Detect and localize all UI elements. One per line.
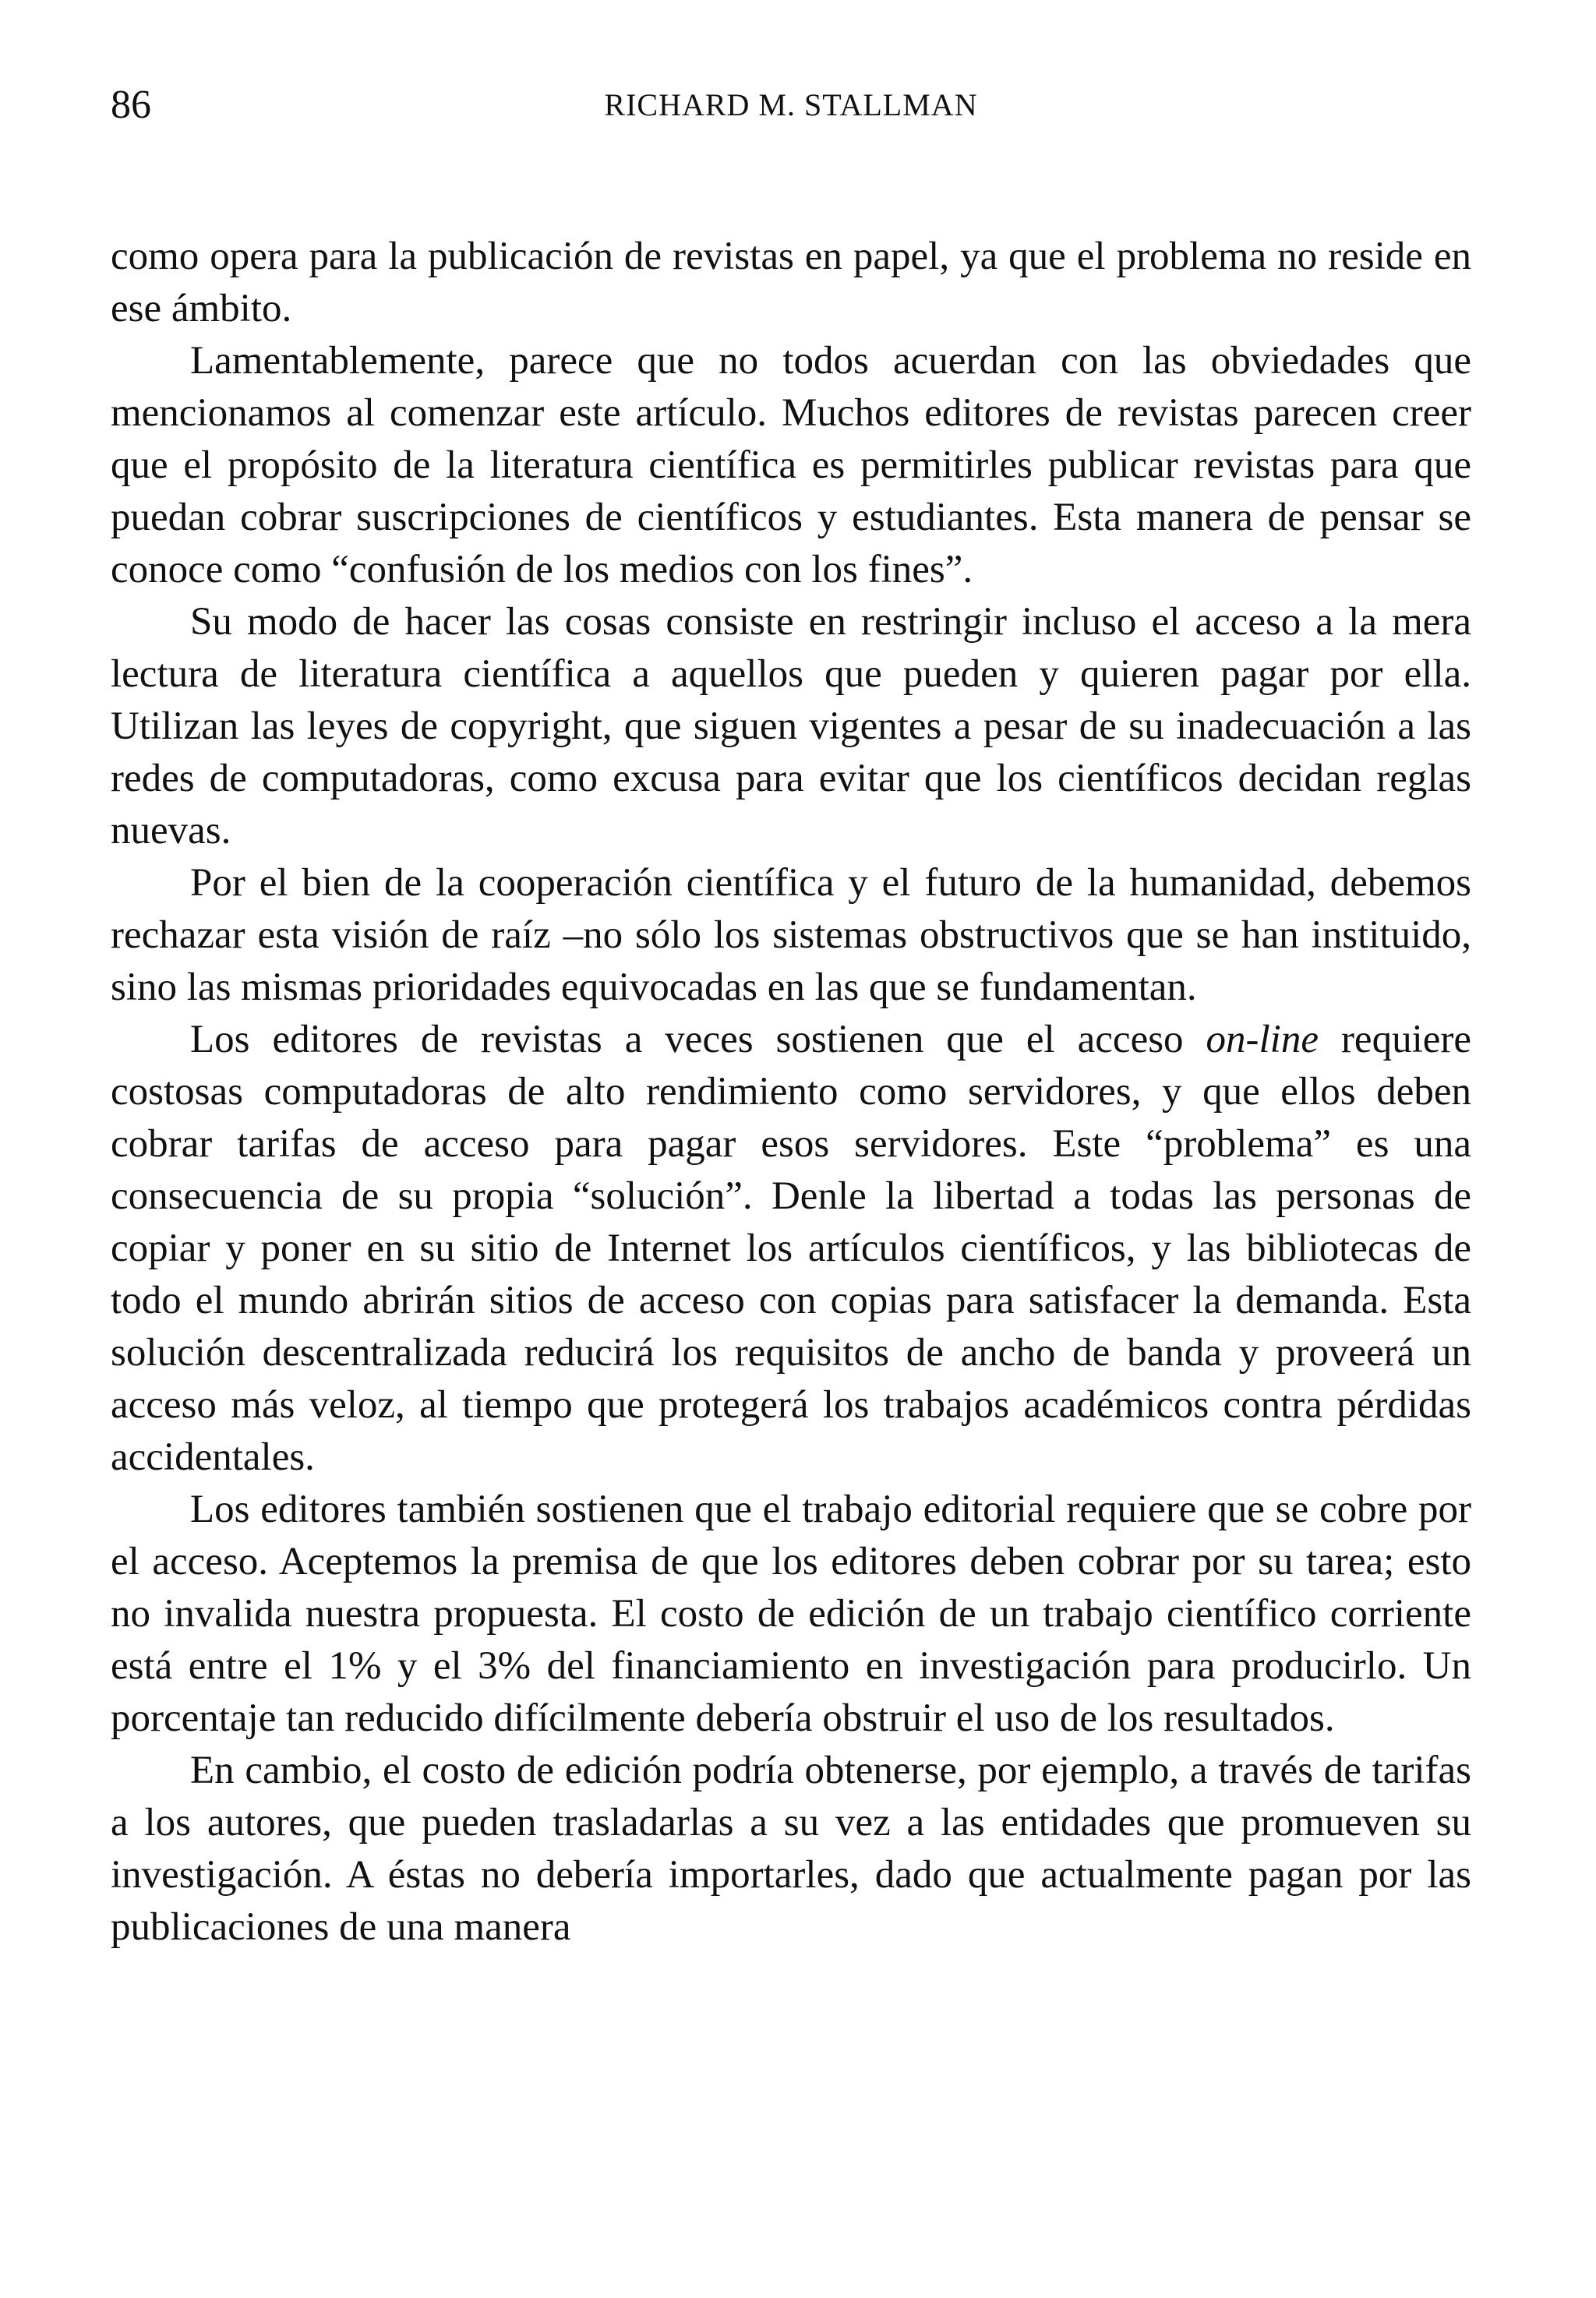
paragraph xyxy=(111,1014,1471,1484)
body-text xyxy=(111,231,1471,1954)
paragraph: Los editores también sostienen que el trabajo editorial requiere que se cobre por el acceso. Aceptemos la premisa de que los editores deben cobrar por su tarea; esto no invalida nuestra propuesta. El costo de edición de un trabajo científico corriente está entre el 1% y el 3% del financiamiento en investigación para producirlo. Un porcentaje tan reducido difícilmente debería obstruir el uso de los resultados. xyxy=(111,1488,1471,1740)
paragraph-continuation: como opera para la publicación de revistas en papel, ya que el problema no reside en ese ámbito. xyxy=(111,235,1471,330)
paragraph-continues: En cambio, el costo de edición podría obtenerse, por ejemplo, a través de tarifas a los autores, que pueden trasladarlas a su vez a las entidades que promueven su investigación. A éstas no debería importarles, dado que actualmente pagan por las publicaciones de una manera xyxy=(111,1749,1471,1949)
header-author: RICHARD M. STALLMAN xyxy=(604,87,978,122)
italic-term: on-line xyxy=(1206,1018,1319,1061)
paragraph: Su modo de hacer las cosas consiste en restringir incluso el acceso a la mera lectura de literatura científica a aquellos que pueden y quieren pagar por ella. Utilizan las leyes de copyright, que siguen vigentes a pesar de su inadecuación a las redes de computadoras, como excusa para evitar que los científicos decidan reglas nuevas. xyxy=(111,600,1471,852)
running-head xyxy=(111,78,1471,132)
paragraph-text-end: requiere costosas computadoras de alto rendimiento como servidores, y que ellos deben cobrar tarifas de acceso para pagar esos servidores. Este “problema” es una consecuencia de su propia “solución”. Denle la libertad a todas las personas de copiar y poner en su sitio de Internet los artículos científicos, y las bibliotecas de todo el mundo abrirán sitios de acceso con copias para satisfacer la demanda. Esta solución descentralizada reducirá los requisitos de ancho de banda y proveerá un acceso más veloz, al tiempo que protegerá los trabajos académicos contra pérdidas accidentales. xyxy=(111,1018,1471,1479)
page-number: 86 xyxy=(111,83,151,127)
paragraph: Por el bien de la cooperación científica y el futuro de la humanidad, debemos rechazar esta visión de raíz –no sólo los sistemas obstructivos que se han instituido, sino las mismas prioridades equivocadas en las que se fundamentan. xyxy=(111,861,1471,1009)
paragraph: Lamentablemente, parece que no todos acuerdan con las obviedades que mencionamos al comenzar este artículo. Muchos editores de revistas parecen creer que el propósito de la literatura científica es permitirles publicar revistas para que puedan cobrar suscripciones de científicos y estudiantes. Esta manera de pensar se conoce como “confusión de los medios con los fines”. xyxy=(111,339,1471,591)
paragraph-text-start: Los editores de revistas a veces sostienen que el acceso xyxy=(190,1018,1206,1061)
